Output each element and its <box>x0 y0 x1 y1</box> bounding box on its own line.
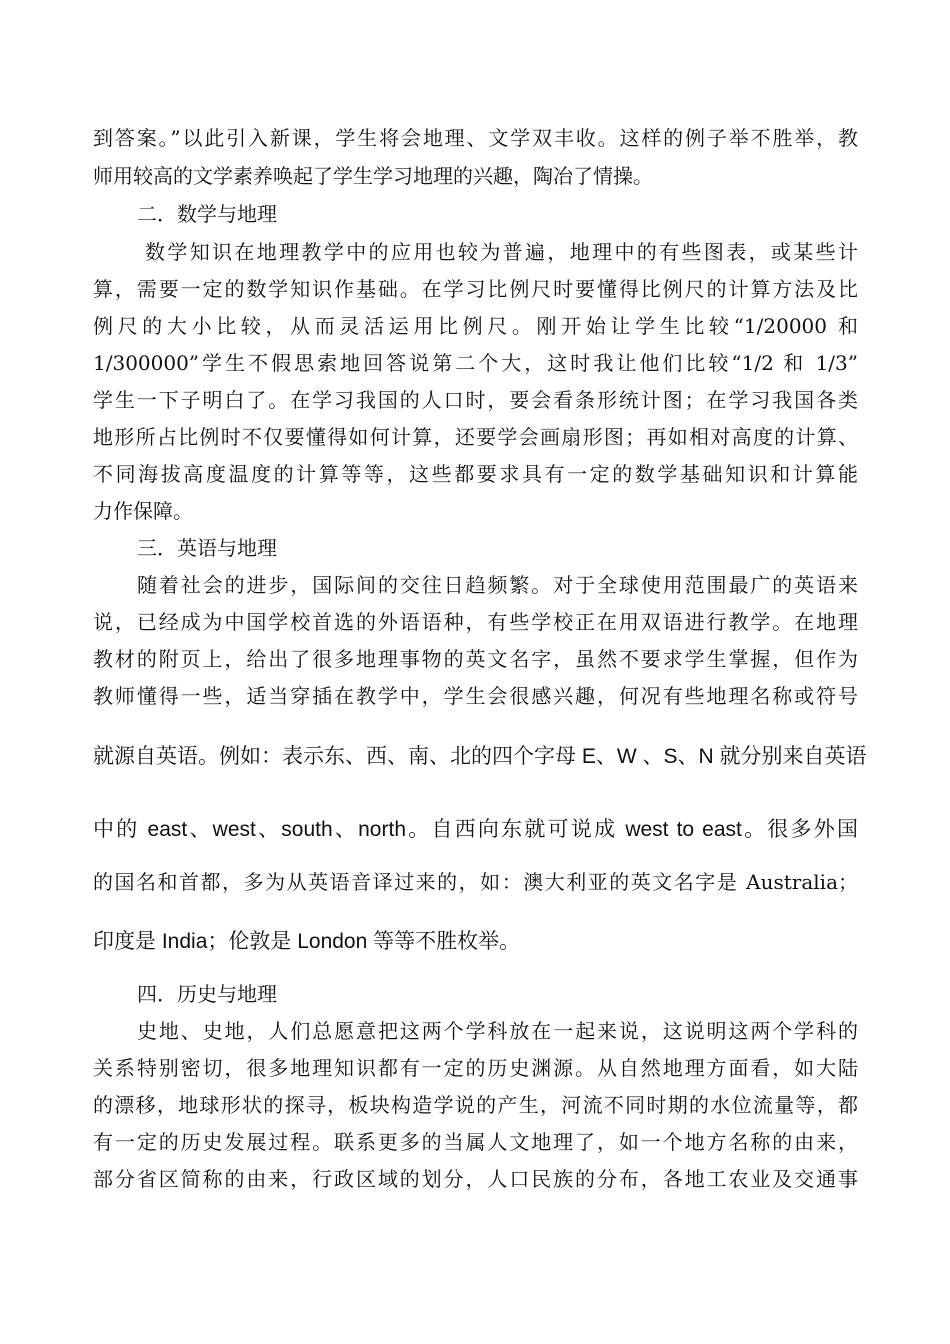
paragraph-line: 的漂移，地球形状的探寻，板块构造学说的产生，河流不同时期的水位流量等，都 <box>93 1093 858 1117</box>
paragraph-line: 到答案。”以此引入新课，学生将会地理、文学双丰收。这样的例子举不胜举，教 <box>93 126 858 150</box>
paragraph-line: 学生一下子明白了。在学习我国的人口时，要会看条形统计图；在学习我国各类 <box>93 388 858 412</box>
section-heading-history: 四．历史与地理 <box>137 982 277 1006</box>
paragraph-line: 就源自英语。例如：表示东、西、南、北的四个字母 E、W 、S、N 就分别来自英语 <box>93 745 867 768</box>
paragraph-line: 说，已经成为中国学校首选的外语语种，有些学校正在用双语进行教学。在地理 <box>93 610 858 634</box>
paragraph-line: 例尺的大小比较，从而灵活运用比例尺。刚开始让学生比较“1/20000 和 <box>93 314 858 338</box>
paragraph-line: 不同海拔高度温度的计算等等，这些都要求具有一定的数学基础知识和计算能 <box>93 462 858 486</box>
paragraph-line: 有一定的历史发展过程。联系更多的当属人文地理了，如一个地方名称的由来， <box>93 1130 858 1154</box>
paragraph-line: 史地、史地，人们总愿意把这两个学科放在一起来说，这说明这两个学科的 <box>137 1019 858 1043</box>
paragraph-line: 教师懂得一些，适当穿插在教学中，学生会很感兴趣，何况有些地理名称或符号 <box>93 684 858 708</box>
section-heading-math: 二．数学与地理 <box>137 202 277 226</box>
paragraph-line: 中的 east、west、south、north。自西向东就可说成 west to east。很多外国 <box>93 818 858 841</box>
paragraph-line: 印度是 India；伦敦是 London 等等不胜枚举。 <box>93 930 521 953</box>
paragraph-line: 算，需要一定的数学知识作基础。在学习比例尺时要懂得比例尺的计算方法及比 <box>93 277 858 301</box>
paragraph-line: 1/300000”学生不假思索地回答说第二个大，这时我让他们比较“1/2 和 1/3” <box>93 351 858 375</box>
paragraph-line: 数学知识在地理教学中的应用也较为普遍，地理中的有些图表，或某些计 <box>145 240 858 264</box>
paragraph-line: 力作保障。 <box>93 499 193 523</box>
paragraph-line: 师用较高的文学素养唤起了学生学习地理的兴趣，陶冶了情操。 <box>93 164 653 188</box>
paragraph-line: 部分省区简称的由来，行政区域的划分，人口民族的分布，各地工农业及交通事 <box>93 1167 858 1191</box>
paragraph-line: 随着社会的进步，国际间的交往日趋频繁。对于全球使用范围最广的英语来 <box>137 573 858 597</box>
section-heading-english: 三．英语与地理 <box>137 536 277 560</box>
paragraph-line: 的国名和首都，多为从英语音译过来的，如：澳大利亚的英文名字是 Australia； <box>93 870 858 894</box>
paragraph-line: 关系特别密切，很多地理知识都有一定的历史渊源。从自然地理方面看，如大陆 <box>93 1056 858 1080</box>
paragraph-line: 地形所占比例时不仅要懂得如何计算，还要学会画扇形图；再如相对高度的计算、 <box>93 425 858 449</box>
paragraph-line: 教材的附页上，给出了很多地理事物的英文名字，虽然不要求学生掌握，但作为 <box>93 647 858 671</box>
